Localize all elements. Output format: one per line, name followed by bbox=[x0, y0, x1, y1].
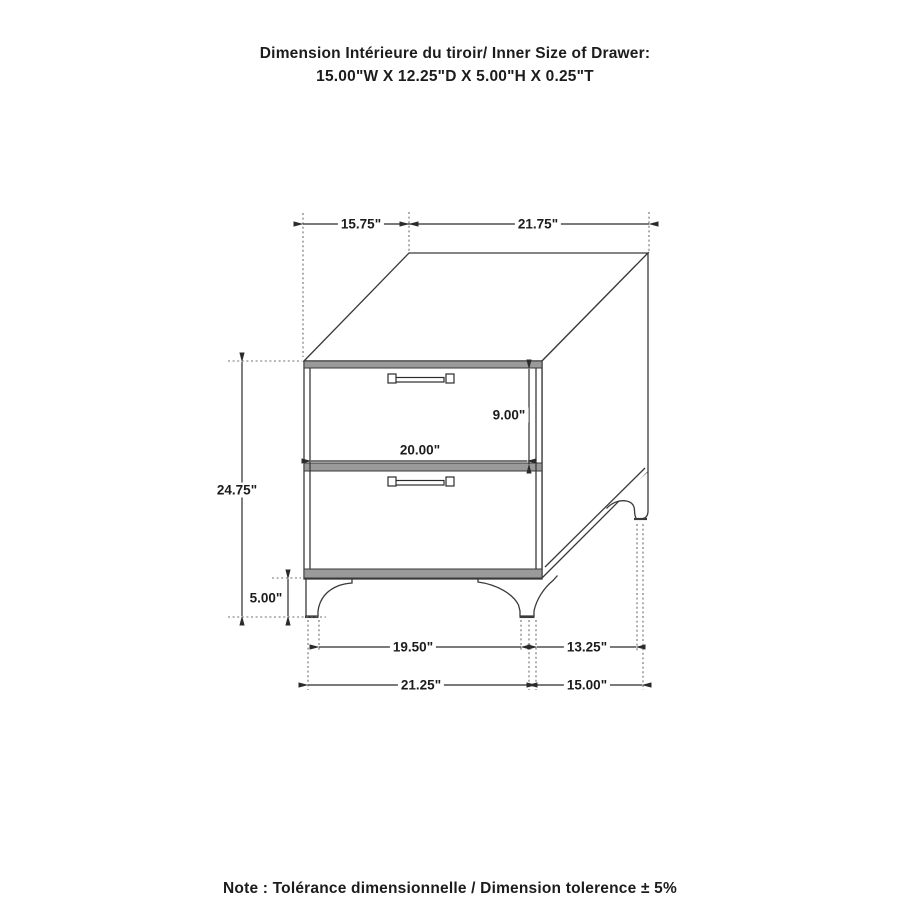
drawer-divider-band bbox=[304, 463, 542, 471]
dim-label-overall-width: 21.25" bbox=[398, 678, 444, 693]
furniture-body bbox=[304, 253, 648, 579]
front-right-leg bbox=[478, 576, 558, 617]
dim-label-side-leg-span: 13.25" bbox=[564, 640, 610, 655]
dim-label-drawer-height: 9.00" bbox=[490, 408, 529, 423]
bottom-edge-band bbox=[304, 569, 542, 578]
dim-label-top-left: 15.75" bbox=[338, 217, 384, 232]
dim-label-front-leg-span: 19.50" bbox=[390, 640, 436, 655]
dim-label-overall-height: 24.75" bbox=[214, 483, 260, 498]
title-line-1: Dimension Intérieure du tiroir/ Inner Size of Drawer: bbox=[259, 45, 651, 62]
title-line-2: 15.00"W X 12.25"D X 5.00"H X 0.25"T bbox=[316, 68, 594, 85]
top-edge-band bbox=[304, 361, 542, 368]
tolerance-note: Note : Tolérance dimensionnelle / Dimension tolerence ± 5% bbox=[223, 880, 677, 897]
dim-label-overall-depth: 15.00" bbox=[564, 678, 610, 693]
dim-label-top-right: 21.75" bbox=[515, 217, 561, 232]
dim-label-drawer-width: 20.00" bbox=[397, 443, 443, 458]
dim-label-leg-height: 5.00" bbox=[247, 591, 286, 606]
front-left-leg bbox=[306, 579, 352, 616]
